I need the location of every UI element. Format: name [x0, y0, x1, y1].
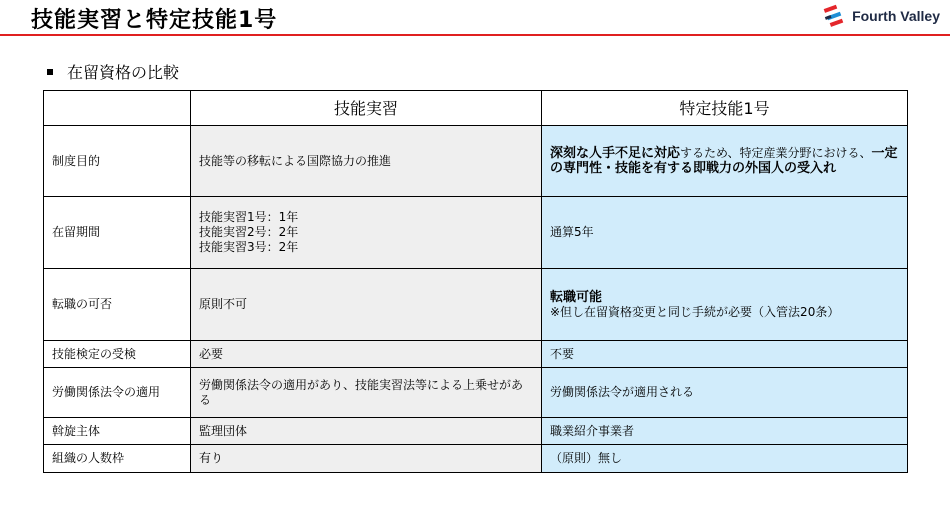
- cell-text: 職業紹介事業者: [550, 423, 635, 438]
- row-label: 技能検定の受検: [44, 341, 191, 368]
- ginou-cell: [191, 445, 542, 473]
- ginou-cell: [191, 126, 542, 197]
- cell-text: 不要: [550, 346, 575, 361]
- cell-text: 技能等の移転による国際協力の推進: [199, 153, 392, 168]
- section-heading: [47, 60, 179, 83]
- header-divider: [0, 34, 950, 36]
- table-row: [44, 341, 908, 368]
- cell-text: 有り: [199, 451, 224, 465]
- brand-name: Fourth Valley: [852, 8, 940, 24]
- cell-text: 原則不可: [199, 297, 248, 311]
- table-row: [44, 418, 908, 445]
- row-label: 制度目的: [44, 126, 191, 197]
- cell-text: 労働関係法令が適用される: [550, 385, 695, 399]
- brand-logo: [822, 3, 940, 29]
- cell-text: するため、特定産業分野における、: [680, 146, 872, 160]
- cell-text: 必要: [199, 346, 224, 361]
- tokutei-cell: [542, 341, 908, 368]
- table-row: [44, 445, 908, 473]
- header-cell-ginou: 技能実習: [191, 91, 542, 126]
- table-header-row: [44, 91, 908, 126]
- page-title: 技能実習と特定技能1号: [31, 8, 278, 33]
- row-label: 労働関係法令の適用: [44, 368, 191, 418]
- section-heading-text: 在留資格の比較: [67, 63, 180, 82]
- bullet-icon: [47, 69, 53, 75]
- ginou-cell: [191, 418, 542, 445]
- cell-text: 技能実習3号：2年: [199, 240, 299, 254]
- ginou-cell: [191, 368, 542, 418]
- ginou-cell: [191, 269, 542, 341]
- cell-text: 労働関係法令の適用があり、技能実習法等による上乗せがある: [199, 377, 524, 407]
- row-label: 組織の人数枠: [44, 445, 191, 473]
- tokutei-cell: [542, 445, 908, 473]
- comparison-table: [43, 90, 908, 473]
- table-row: [44, 368, 908, 418]
- cell-text-bold: 転職可能: [550, 289, 603, 305]
- tokutei-cell: [542, 126, 908, 197]
- row-label: 在留期間: [44, 197, 191, 269]
- cell-text: 通算5年: [550, 225, 594, 239]
- tokutei-cell: [542, 368, 908, 418]
- tokutei-cell: [542, 418, 908, 445]
- ginou-cell: [191, 341, 542, 368]
- row-label: 転職の可否: [44, 269, 191, 341]
- cell-text: （原則）無し: [550, 451, 623, 465]
- header-cell-tokutei: 特定技能1号: [542, 91, 908, 126]
- table-row: [44, 197, 908, 269]
- cell-text-bold: 一定の専門性・技能を有する即戦力の外国人の受入れ: [550, 146, 898, 176]
- ginou-cell: [191, 197, 542, 269]
- table-row: [44, 126, 908, 197]
- table-row: [44, 269, 908, 341]
- row-label: 斡旋主体: [44, 418, 191, 445]
- fourth-valley-logo-icon: [822, 4, 846, 28]
- cell-note: ※但し在留資格変更と同じ手続が必要（入管法20条）: [550, 304, 840, 319]
- cell-text-bold: 深刻な人手不足に対応: [550, 146, 681, 161]
- cell-text: 技能実習1号：1年: [199, 210, 299, 224]
- header-cell-blank: [44, 91, 191, 126]
- tokutei-cell: [542, 197, 908, 269]
- cell-text: 技能実習2号：2年: [199, 225, 299, 239]
- tokutei-cell: [542, 269, 908, 341]
- cell-text: 監理団体: [199, 423, 248, 438]
